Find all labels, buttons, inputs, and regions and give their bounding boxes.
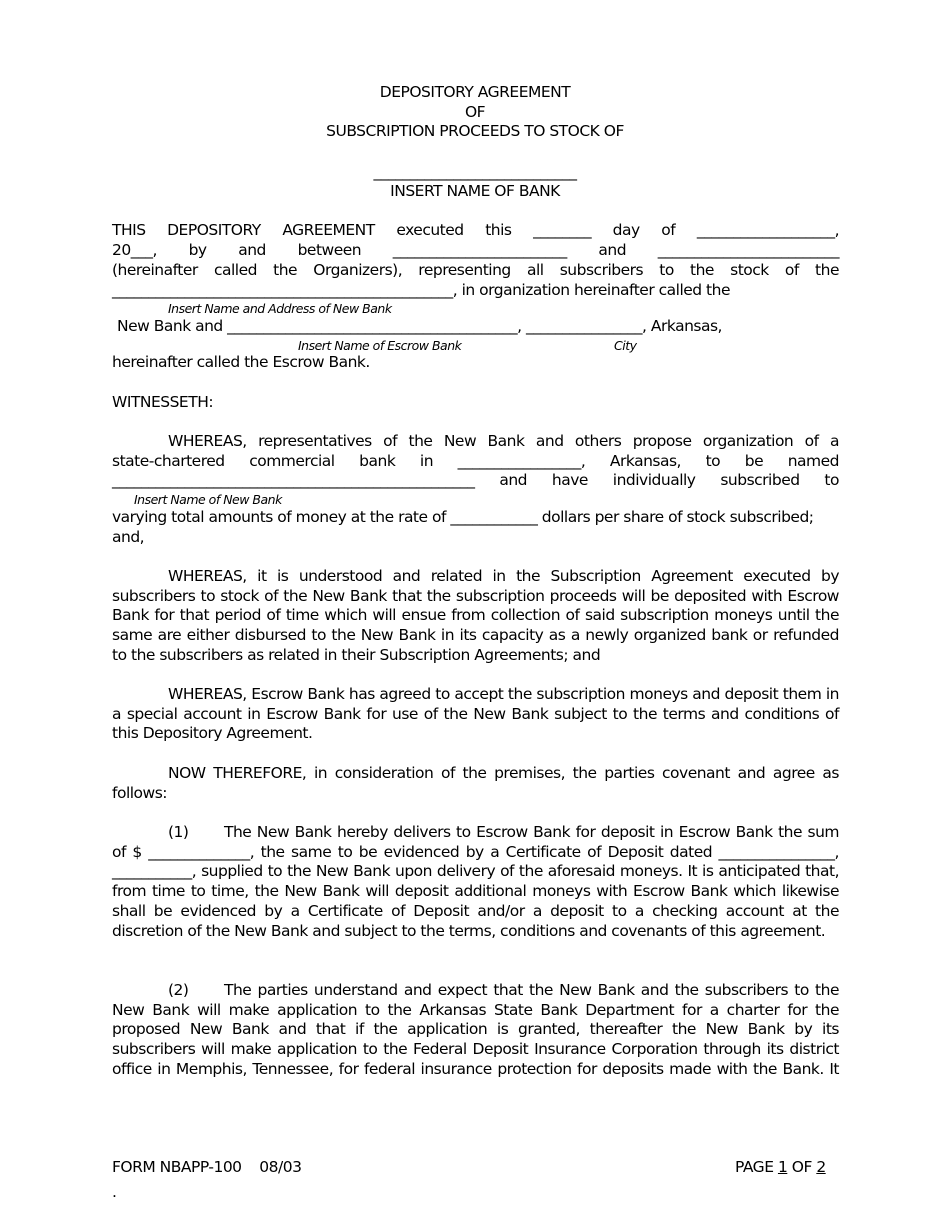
footer-page-number bbox=[735, 1158, 826, 1178]
caption-new-bank: Insert Name and Address of New Bank bbox=[168, 301, 392, 316]
intro-line-4: _______________________________________________, in organization hereinafter called the bbox=[112, 281, 730, 299]
bank-name-blank: ____________________________ bbox=[373, 163, 577, 181]
clause2-text: The parties understand and expect that the New Bank and the subscribers to the New Bank will make application to the Arkansas State Bank Department for a charter for the proposed New Bank and that if the application is granted, thereafter the New Bank by its subscribers will make application to the Federal Deposit Insurance Corporation through its district office in Memphis, Tennessee, for federal insurance protection for deposits made with the Bank. It bbox=[112, 981, 839, 1078]
form-number: FORM NBAPP-100 bbox=[112, 1158, 242, 1176]
clause1-number: (1) bbox=[168, 823, 189, 841]
form-date: 08/03 bbox=[259, 1158, 302, 1176]
whereas1-line-4: varying total amounts of money at the rate of ____________ dollars per share of stock subscribed; bbox=[112, 508, 814, 526]
intro-line-2: 20___, by and between ________________________ and _________________________ bbox=[112, 241, 839, 259]
clause2-number: (2) bbox=[168, 981, 189, 999]
caption-escrow-bank: Insert Name of Escrow Bank bbox=[298, 338, 462, 353]
title-line-1: DEPOSITORY AGREEMENT bbox=[379, 83, 571, 101]
intro-line-5: New Bank and ________________________________________, ________________, Arkansas, bbox=[117, 317, 722, 335]
whereas2-paragraph: WHEREAS, it is understood and related in the Subscription Agreement executed by subscribers to stock of the New Bank that the subscription proceeds will be deposited with Escrow Bank for that period of time which will ensue from collection of said subscription moneys until the same are either disbursed to the New Bank in its capacity as a newly organized bank or refunded to the subscribers as related in their Subscription Agreements; and bbox=[112, 567, 839, 664]
whereas1-line-5: and, bbox=[112, 528, 145, 546]
whereas1-line-2: state-chartered commercial bank in _________________, Arkansas, to be named bbox=[112, 452, 839, 470]
of-label: OF bbox=[791, 1158, 812, 1176]
current-page: 1 bbox=[777, 1158, 788, 1176]
page-label: PAGE bbox=[735, 1158, 774, 1176]
intro-line-1: THIS DEPOSITORY AGREEMENT executed this ________ day of ___________________, bbox=[112, 221, 839, 239]
whereas3-paragraph: WHEREAS, Escrow Bank has agreed to accept the subscription moneys and deposit them in a special account in Escrow Bank for use of the New Bank subject to the terms and conditions of this Depository Agreement. bbox=[112, 685, 839, 743]
title-line-3: SUBSCRIPTION PROCEEDS TO STOCK OF bbox=[326, 122, 624, 141]
document-title bbox=[0, 83, 950, 142]
title-line-2: OF bbox=[464, 102, 486, 121]
intro-line-6: hereinafter called the Escrow Bank. bbox=[112, 353, 370, 371]
intro-line-3: (hereinafter called the Organizers), representing all subscribers to the stock of the bbox=[112, 261, 839, 279]
footer-form-id bbox=[112, 1158, 301, 1178]
witnesseth-heading: WITNESSETH: bbox=[112, 393, 214, 411]
footer-dot: . bbox=[112, 1183, 117, 1201]
caption-new-bank-name: Insert Name of New Bank bbox=[134, 492, 282, 507]
bank-name-label: INSERT NAME OF BANK bbox=[390, 182, 560, 200]
clause1-text: The New Bank hereby delivers to Escrow Bank for deposit in Escrow Bank the sum of $ ______________, the same to be evidenced by a Certificate of Deposit dated ________________, ___________, supplied to the New Bank upon delivery of the aforesaid moneys. It is anticipated that, from time to time, the New Bank will deposit additional moneys with Escrow Bank which likewise shall be evidenced by a Certificate of Deposit and/or a deposit to a checking account at the discretion of the New Bank and subject to the terms, conditions and covenants of this agreement. bbox=[112, 823, 839, 940]
caption-city: City bbox=[614, 338, 637, 353]
now-therefore-paragraph: NOW THEREFORE, in consideration of the premises, the parties covenant and agree as follows: bbox=[112, 764, 839, 802]
total-pages: 2 bbox=[816, 1158, 826, 1176]
whereas1-line-1: WHEREAS, representatives of the New Bank and others propose organization of a bbox=[168, 432, 839, 450]
whereas1-line-3: __________________________________________________ and have individually subscribed to bbox=[112, 471, 839, 489]
